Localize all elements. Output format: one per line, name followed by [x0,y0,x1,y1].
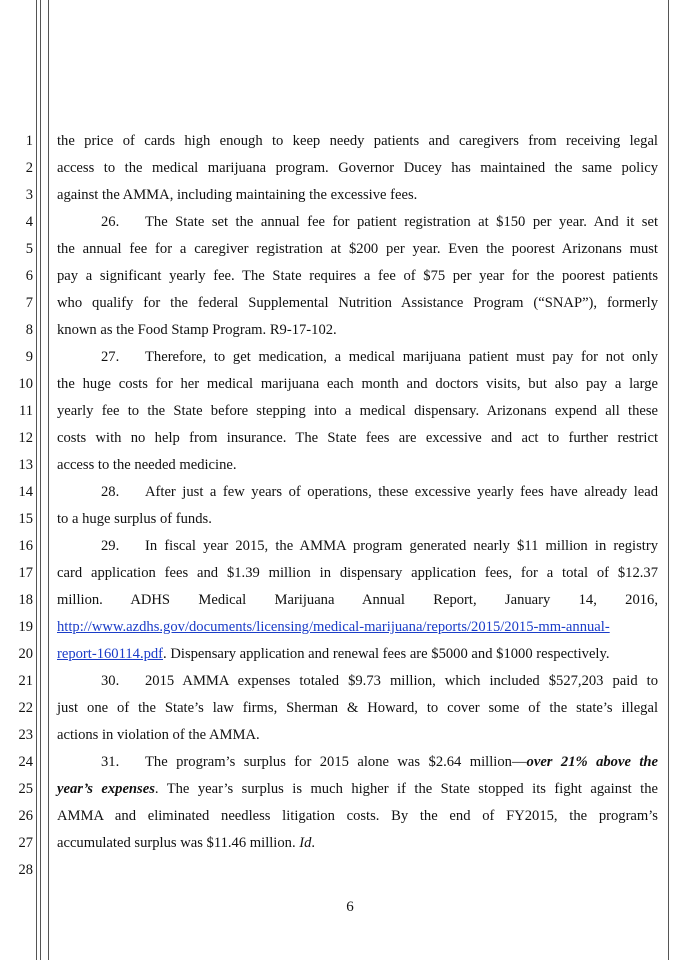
text-line: card application fees and $1.39 million in dispensary application fees, for a total of $12.37 [57,565,658,581]
text-line: year’s expenses. The year’s surplus is much higher if the State stopped its fight against the [57,781,658,797]
report-url-link-continuation[interactable]: report-160114.pdf [57,646,164,662]
line-number: 19 [18,619,33,635]
line-number: 14 [18,484,33,500]
right-margin-rule [668,0,669,960]
text-line: the annual fee for a caregiver registration at $200 per year. Even the poorest Arizonans must [57,241,658,257]
text-line: costs with no help from insurance. The State fees are excessive and act to further restrict [57,430,658,446]
paragraph-27-first-line: 27. Therefore, to get medication, a medical marijuana patient must pay for not only [57,344,658,371]
emphasis-text: over 21% above the [526,754,659,770]
line-number: 24 [18,754,33,770]
line-number: 20 [18,646,33,662]
text-line: pay a significant yearly fee. The State requires a fee of $75 per year for the poorest patients [57,268,658,284]
line-number: 7 [25,295,33,311]
report-url-link[interactable]: http://www.azdhs.gov/documents/licensing/medical-marijuana/reports/2015/2015-mm-annual- [57,619,610,635]
line-number: 11 [19,403,33,419]
left-margin-rule-inner [48,0,49,960]
line-number: 10 [18,376,33,392]
text-line: the huge costs for her medical marijuana each month and doctors visits, but also pay a large [57,376,658,392]
text-line: just one of the State’s law firms, Sherman & Howard, to cover some of the state’s illegal [57,700,658,716]
text-line: to a huge surplus of funds. [57,511,212,527]
line-number: 5 [25,241,33,257]
text-line: against the AMMA, including maintaining the excessive fees. [57,187,418,203]
line-number: 4 [25,214,33,230]
line-number: 26 [18,808,33,824]
page-number: 6 [346,899,354,915]
paragraph-number: 27. [101,349,120,365]
line-number: 8 [25,322,33,338]
text-line: access to the needed medicine. [57,457,237,473]
text-line: accumulated surplus was $11.46 million. Id. [57,835,316,851]
line-number: 12 [18,430,33,446]
text-line: actions in violation of the AMMA. [57,727,260,743]
text-line: million. ADHS Medical Marijuana Annual Report, January 14, 2016, [57,592,658,608]
paragraph-29-first-line: 29. In fiscal year 2015, the AMMA program generated nearly $11 million in registry [57,533,658,560]
paragraph-26-first-line: 26. The State set the annual fee for patient registration at $150 per year. And it set [57,209,658,236]
citation-id: Id [299,835,312,851]
line-number: 9 [25,349,33,365]
line-number: 3 [25,187,33,203]
line-number: 1 [25,133,33,149]
line-number: 28 [18,862,33,878]
text-line: known as the Food Stamp Program. R9-17-102. [57,322,337,338]
paragraph-number: 30. [101,673,120,689]
left-margin-rule-middle [40,0,41,960]
text-line: who qualify for the federal Supplemental Nutrition Assistance Program (“SNAP”), formerly [57,295,658,311]
text-line: access to the medical marijuana program. Governor Ducey has maintained the same policy [57,160,658,176]
left-margin-rule-outer [36,0,37,960]
line-number: 27 [18,835,33,851]
text-line: the price of cards high enough to keep needy patients and caregivers from receiving legal [57,133,658,149]
paragraph-number: 31. [101,754,120,770]
paragraph-number: 28. [101,484,120,500]
text-line: AMMA and eliminated needless litigation costs. By the end of FY2015, the program’s [57,808,658,824]
line-number: 21 [18,673,33,689]
line-number: 2 [25,160,33,176]
line-number: 25 [18,781,33,797]
line-number: 23 [18,727,33,743]
text-line: yearly fee to the State before stepping into a medical dispensary. Arizonans expend all these [57,403,658,419]
line-number: 17 [18,565,33,581]
text-line: report-160114.pdf. Dispensary application and renewal fees are $5000 and $1000 respectively. [57,646,610,662]
paragraph-31-first-line: 31. The program’s surplus for 2015 alone was $2.64 million—over 21% above the [57,749,658,776]
paragraph-number: 29. [101,538,120,554]
line-number: 18 [18,592,33,608]
paragraph-28-first-line: 28. After just a few years of operations, these excessive yearly fees have already lead [57,479,658,506]
paragraph-number: 26. [101,214,120,230]
line-number: 15 [18,511,33,527]
line-number: 13 [18,457,33,473]
paragraph-30-first-line: 30. 2015 AMMA expenses totaled $9.73 million, which included $527,203 paid to [57,668,658,695]
line-number: 6 [25,268,33,284]
emphasis-text: year’s expenses [57,781,155,797]
line-number: 22 [18,700,33,716]
line-number: 16 [18,538,33,554]
